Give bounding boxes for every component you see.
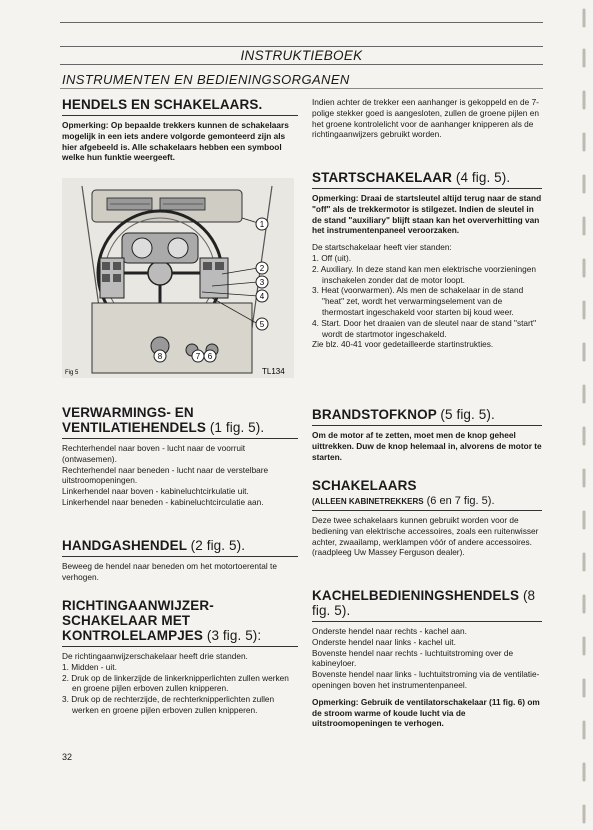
heading-handgas: HANDGASHENDEL (2 fig. 5). (62, 538, 246, 553)
figure-code: TL134 (262, 367, 285, 376)
header-title: INSTRUKTIEBOEK (240, 48, 363, 63)
callout-6: 6 (207, 352, 213, 361)
section-verwarming (62, 405, 298, 508)
section-handgas (62, 538, 298, 583)
callout-8: 8 (157, 352, 163, 361)
start-note: Opmerking: Draai de startsleutel altijd terug naar de stand "off" als de trekkermotor is stilgezet. Indien de sleutel in de stand "auxiliary" blijft staan kan het oververhitting van het instrumentenpaneel veroorzaken. (312, 193, 542, 236)
chapter-rule (60, 88, 543, 89)
list-item: 1. Midden - uit. (62, 661, 117, 672)
callout-4: 4 (259, 292, 265, 301)
heading-kachel: KACHELBEDIENINGSHENDELS (8 fig. 5). (312, 588, 536, 618)
verwarming-line: Linkerhendel naar beneden - kabineluchtcirculatie aan. (62, 496, 264, 507)
page-number: 32 (62, 752, 73, 762)
kachel-note: Opmerking: Gebruik de ventilatorschakelaar (11 fig. 6) om de stroom warme of koude lucht via de uitstroomopeningen te verhogen. (312, 696, 540, 729)
heading-rule (62, 115, 298, 116)
heading-rule (62, 646, 298, 647)
top-rule (60, 22, 543, 23)
callout-7: 7 (195, 352, 201, 361)
kachel-line: Onderste hendel naar rechts - kachel aan. (312, 626, 467, 636)
heading-richting: RICHTINGAANWIJZER-SCHAKELAAR MET KONTROLELAMPJES (3 fig. 5): (62, 598, 262, 643)
list-item: 1. Off (uit). (312, 252, 352, 263)
schakelaars-text: Deze twee schakelaars kunnen gebruikt worden voor de bediening van elektrische accessoires, zoals een ruitenwisser achter, zwaailamp, werklampen vóór of andere accessoires. (raadpleeg Uw Massey Ferguson dealer). (312, 515, 539, 558)
figure-label: Fig 5 (65, 370, 79, 376)
list-item: 4. Start. Door het draaien van de sleutel naar de stand "start" wordt de startmotor ingeschakeld. (312, 317, 537, 339)
list-item: 2. Auxiliary. In deze stand kan men elektrische voorzieningen inschakelen zonder dat de motor loopt. (312, 263, 536, 285)
ring-binding (576, 0, 593, 830)
start-footer: Zie blz. 40-41 voor gedetailleerde startinstrukties. (312, 339, 494, 350)
heading-start: STARTSCHAKELAAR (4 fig. 5). (312, 170, 511, 185)
kachel-line: Bovenste hendel naar links - luchtuitstroming via de ventilatie-openingen boven het instrumentenpaneel. (312, 669, 540, 690)
start-list (312, 253, 542, 339)
richting-intro: De richtingaanwijzerschakelaar heeft drie standen. (62, 651, 248, 661)
heading-rule (312, 621, 542, 622)
heading-rule (312, 188, 542, 189)
handgas-text: Beweeg de hendel naar beneden om het motortoerental te verhogen. (62, 561, 277, 582)
list-item: 3. Druk op de rechterzijde, de rechterknipperlichten zullen werken en groene pijlen erboven zullen knipperen. (62, 694, 275, 715)
running-header (60, 46, 543, 65)
heading-rule (62, 556, 298, 557)
kachel-line: Bovenste hendel naar rechts - luchtuitstroming over de kabineyloer. (312, 647, 514, 669)
dashboard-figure (62, 178, 294, 378)
heading-rule (312, 510, 542, 511)
aanhanger-paragraph (312, 97, 542, 140)
callout-1: 1 (259, 220, 265, 229)
section-richting (62, 598, 298, 716)
heading-rule (62, 438, 298, 439)
heading-verwarming: VERWARMINGS- EN VENTILATIEHENDELS (1 fig. 5). (62, 405, 265, 435)
section-start (312, 170, 542, 350)
kachel-line: Onderste hendel naar links - kachel uit. (312, 636, 456, 647)
list-item: 2. Druk op de linkerzijde de linkerknipperlichten zullen werken en groene pijlen erboven zullen knipperen. (62, 672, 289, 694)
section-brandstof (312, 407, 542, 462)
brandstof-text: Om de motor af te zetten, moet men de knop geheel uittrekken. Duw de knop helemaal in, alvorens de motor te starten. (312, 430, 542, 462)
heading-rule (312, 425, 542, 426)
chapter-title: INSTRUMENTEN EN BEDIENINGSORGANEN (62, 72, 350, 87)
heading-schakelaars: SCHAKELAARS (312, 478, 417, 493)
section-hendels (62, 97, 298, 163)
verwarming-line: Rechterhendel naar beneden - lucht naar de verstelbare uitstroomopeningen. (62, 464, 269, 486)
callout-2: 2 (259, 264, 265, 273)
verwarming-line: Rechterhendel naar boven - lucht naar de voorruit (ontwasemen). (62, 443, 246, 464)
heading-brandstof: BRANDSTOFKNOP (5 fig. 5). (312, 407, 495, 422)
section-kachel (312, 588, 542, 729)
callout-3: 3 (259, 278, 265, 287)
heading-hendels: HENDELS EN SCHAKELAARS. (62, 97, 263, 112)
section-schakelaars (312, 478, 542, 558)
verwarming-line: Linkerhendel naar boven - kabineluchtcirkulatie uit. (62, 486, 249, 497)
callout-5: 5 (259, 320, 265, 329)
schakelaars-sub: (ALLEEN KABINETREKKERS (6 en 7 fig. 5). (312, 495, 495, 507)
note-hendels: Opmerking: Op bepaalde trekkers kunnen de schakelaars mogelijk in een iets andere volgorde gemonteerd zijn als hier afgebeeld is. Alle schakelaars hebben een symbool welke hun funktie weergeeft. (62, 120, 289, 163)
list-item: 3. Heat (voorwarmen). Als men de schakelaar in de stand "heat" zet, wordt het verwarmingselement van de thermostart ingeschakeld voor starten bij koud weer. (312, 285, 524, 317)
start-intro: De startschakelaar heeft vier standen: (312, 242, 452, 253)
richting-list (62, 662, 298, 716)
aanhanger-text: Indien achter de trekker een aanhanger is gekoppeld en de 7-polige stekker goed is aangesloten, zullen de groene pijlen en het groene kontrolelicht voor de aanhanger knipperen als de richtingaanwijzers gebruikt worden. (312, 97, 539, 140)
